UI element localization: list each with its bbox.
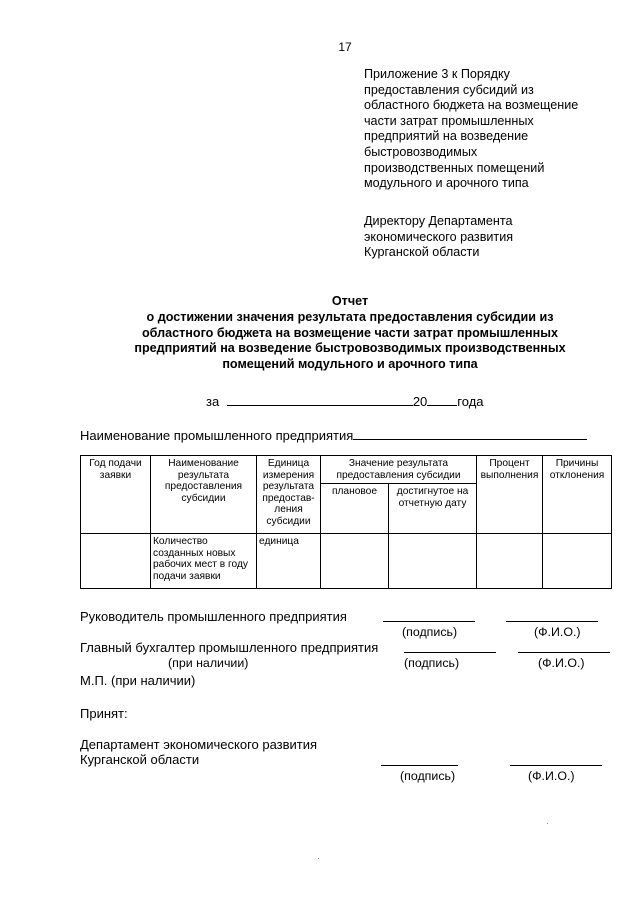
appendix-line: областного бюджета на возмещение bbox=[364, 98, 579, 113]
scan-speck bbox=[318, 858, 319, 859]
table-row bbox=[81, 534, 612, 589]
accountant-signature-field[interactable] bbox=[404, 652, 496, 653]
accountant-signature-caption: (подпись) bbox=[404, 656, 460, 670]
appendix-line: производственных помещений bbox=[364, 160, 545, 175]
cell-result-name: Количество созданных новых рабочих мест в году подачи заявки bbox=[151, 534, 257, 589]
header-value-group: Значение результата предоставления субсидии bbox=[321, 456, 477, 484]
report-title bbox=[80, 294, 620, 372]
cell-achieved[interactable] bbox=[389, 534, 477, 589]
accountant-if-any: (при наличии) bbox=[168, 656, 249, 670]
appendix-line: быстровозводимых bbox=[364, 144, 478, 159]
appendix-line: предоставления субсидий из bbox=[364, 82, 534, 97]
department-signature-caption: (подпись) bbox=[400, 769, 456, 783]
department-signature-field[interactable] bbox=[381, 765, 458, 766]
table-header-row bbox=[81, 456, 612, 484]
department-name-caption: (Ф.И.О.) bbox=[528, 769, 575, 783]
accountant-label: Главный бухгалтер промышленного предприятия bbox=[80, 640, 379, 655]
addressee-line: Директору Департамента bbox=[364, 214, 513, 228]
period-year-field[interactable] bbox=[427, 392, 457, 406]
period-date-field[interactable] bbox=[227, 392, 413, 406]
enterprise-name-row bbox=[80, 426, 587, 443]
cell-year[interactable] bbox=[81, 534, 151, 589]
report-period bbox=[206, 392, 484, 409]
header-result-name: Наименование результата предоставления субсидии bbox=[151, 456, 257, 534]
period-year-prefix: 20 bbox=[412, 394, 428, 409]
page-number: 17 bbox=[338, 40, 352, 54]
head-name-caption: (Ф.И.О.) bbox=[534, 625, 581, 639]
accepted-label: Принят: bbox=[80, 706, 128, 721]
header-year: Год подачи заявки bbox=[81, 456, 151, 534]
department-name-field[interactable] bbox=[510, 765, 602, 766]
report-table bbox=[80, 455, 612, 589]
head-signature-caption: (подпись) bbox=[402, 625, 458, 639]
addressee-line: экономического развития bbox=[364, 229, 514, 244]
accountant-name-caption: (Ф.И.О.) bbox=[538, 656, 585, 670]
addressee bbox=[364, 214, 624, 261]
head-label: Руководитель промышленного предприятия bbox=[80, 609, 347, 624]
title-line: предприятий на возведение быстровозводимых производственных bbox=[134, 341, 566, 356]
enterprise-name-field[interactable] bbox=[353, 426, 587, 440]
cell-planned[interactable] bbox=[321, 534, 389, 589]
head-name-field[interactable] bbox=[506, 621, 598, 622]
appendix-line: Приложение 3 к Порядку bbox=[364, 67, 510, 81]
stamp-label: М.П. (при наличии) bbox=[80, 673, 196, 688]
department-line-2: Курганской области bbox=[80, 752, 200, 767]
accountant-name-field[interactable] bbox=[518, 652, 610, 653]
addressee-line: Курганской области bbox=[364, 245, 480, 260]
title-line: областного бюджета на возмещение части затрат промышленных bbox=[141, 325, 559, 340]
scan-speck bbox=[547, 823, 548, 824]
title-line: о достижении значения результата предоставления субсидии из bbox=[146, 310, 554, 325]
title-line: Отчет bbox=[331, 294, 369, 308]
header-planned: плановое bbox=[321, 484, 389, 534]
header-percent: Процент выполнения bbox=[477, 456, 543, 534]
appendix-line: модульного и арочного типа bbox=[364, 176, 529, 191]
cell-reasons[interactable] bbox=[543, 534, 612, 589]
head-signature-field[interactable] bbox=[383, 621, 475, 622]
period-prefix: за bbox=[206, 394, 220, 409]
appendix-line: предприятий на возведение bbox=[364, 129, 529, 144]
header-achieved: достигнутое на отчетную дату bbox=[389, 484, 477, 534]
appendix-note bbox=[364, 67, 624, 192]
title-line: помещений модульного и арочного типа bbox=[222, 356, 478, 371]
enterprise-label: Наименование промышленного предприятия bbox=[80, 428, 354, 443]
cell-percent[interactable] bbox=[477, 534, 543, 589]
department-line-1: Департамент экономического развития bbox=[80, 737, 318, 752]
cell-unit: единица bbox=[257, 534, 321, 589]
appendix-line: части затрат промышленных bbox=[364, 113, 534, 128]
period-suffix: года bbox=[457, 394, 484, 409]
header-unit: Единица измерения результата предостав-ления субсидии bbox=[257, 456, 321, 534]
header-reasons: Причины отклонения bbox=[543, 456, 612, 534]
